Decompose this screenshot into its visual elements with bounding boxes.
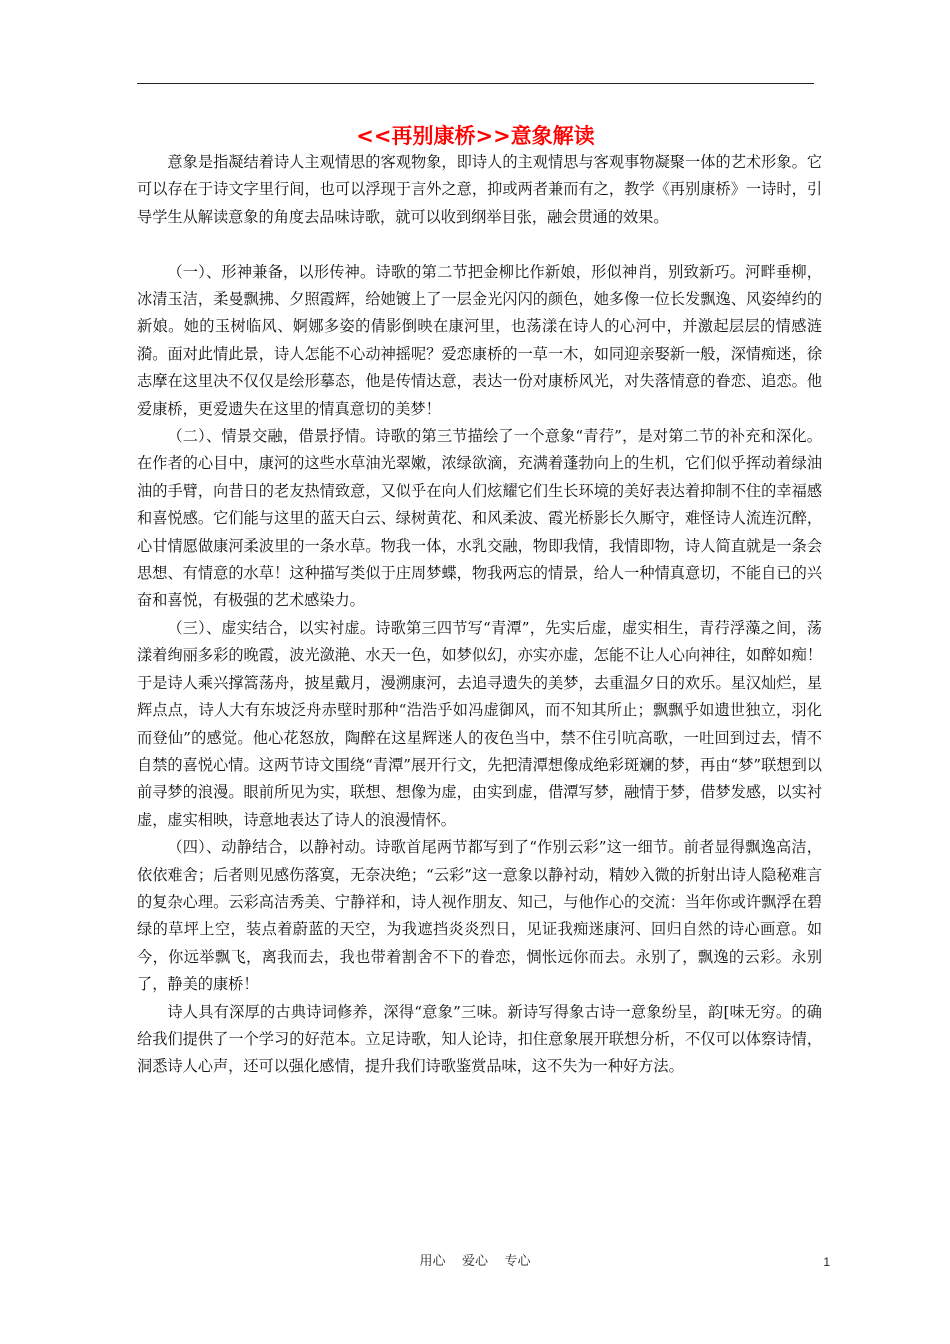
paragraph-intro: 意象是指凝结着诗人主观情思的客观物象，即诗人的主观情思与客观事物凝聚一体的艺术形象。它可以存在于诗文字里行间，也可以浮现于言外之意，抑或两者兼而有之，教学《再别康桥》一诗时，引导学生从解读意象的角度去品味诗歌，就可以收到纲举目张，融会贯通的效果。 bbox=[137, 153, 822, 226]
footer-slogan: 用心 爱心 专心 bbox=[419, 1254, 531, 1269]
document-body bbox=[137, 149, 822, 1081]
paragraph-section-4: （四）、动静结合，以静衬动。诗歌首尾两节都写到了“作别云彩”这一细节。前者显得飘逸高洁，依依难舍；后者则见感伤落寞，无奈决绝；“云彩”这一意象以静衬动，精妙入微的折射出诗人隐秘难言的复杂心理。云彩高洁秀美、宁静祥和，诗人视作朋友、知己，与他作心的交流：当年你或许飘浮在碧绿的草坪上空，装点着蔚蓝的天空，为我遮挡炎炎烈日，见证我痴迷康河、回归自然的诗心画意。如今，你远举飘飞，离我而去，我也带着割舍不下的眷恋，惆怅远你而去。永别了，飘逸的云彩。永别了，静美的康桥！ bbox=[137, 838, 822, 994]
paragraph-section-3: （三）、虚实结合，以实衬虚。诗歌第三四节写“青潭”，先实后虚，虚实相生，青荇浮藻之间，荡漾着绚丽多彩的晚霞，波光潋滟、水天一色，如梦似幻，亦实亦虚，怎能不让人心向神往，如醉如痴！于是诗人乘兴撑篙荡舟，披星戴月，漫溯康河，去追寻遗失的美梦，去重温夕日的欢乐。星汉灿烂，星辉点点，诗人大有东坡泛舟赤壁时那种“浩浩乎如冯虚御风，而不知其所止；飘飘乎如遗世独立，羽化而登仙”的感觉。他心花怒放，陶醉在这星辉迷人的夜色当中，禁不住引吭高歌，一吐回到过去，情不自禁的喜悦心情。这两节诗文围绕“青潭”展开行文，先把清潭想像成绝彩斑斓的梦，再由“梦”联想到以前寻梦的浪漫。眼前所见为实，联想、想像为虚，由实到虚，借潭写梦，融情于梦，借梦发感，以实衬虚，虚实相映，诗意地表达了诗人的浪漫情怀。 bbox=[137, 618, 822, 829]
page-number: 1 bbox=[823, 1255, 830, 1269]
header-rule bbox=[137, 83, 814, 84]
paragraph-section-2: （二）、情景交融，借景抒情。诗歌的第三节描绘了一个意象“青荇”，是对第二节的补充和深化。在作者的心目中，康河的这些水草油光翠嫩，浓绿欲滴，充满着蓬勃向上的生机，它们似乎挥动着绿油油的手臂，向昔日的老友热情致意，又似乎在向人们炫耀它们生长环境的美好表达着抑制不住的幸福感和喜悦感。它们能与这里的蓝天白云、绿树黄花、和风柔波、霞光桥影长久厮守，难怪诗人流连沉醉，心甘情愿做康河柔波里的一条水草。物我一体，水乳交融，物即我情，我情即物，诗人简直就是一条会思想、有情意的水草！这种描写类似于庄周梦蝶，物我两忘的情景，给人一种情真意切，不能自已的兴奋和喜悦，有极强的艺术感染力。 bbox=[137, 427, 822, 610]
paragraph-conclusion: 诗人具有深厚的古典诗词修养，深得“意象”三味。新诗写得象古诗一意象纷呈，韵[味无穷。的确给我们提供了一个学习的好范本。立足诗歌，知人论诗，扣住意象展开联想分析，不仅可以体察诗情，洞悉诗人心声，还可以强化感情，提升我们诗歌鉴赏品味，这不失为一种好方法。 bbox=[137, 1002, 822, 1076]
document-title: <<再别康桥>>意象解读 bbox=[356, 124, 595, 148]
paragraph-section-1: （一）、形神兼备，以形传神。诗歌的第二节把金柳比作新娘，形似神肖，别致新巧。河畔垂柳，冰清玉洁，柔曼飘拂、夕照霞辉，给她镀上了一层金光闪闪的颜色，她多像一位长发飘逸、风姿绰约的新娘。她的玉树临风、婀娜多姿的倩影倒映在康河里，也荡漾在诗人的心河中，并激起层层的情感涟漪。面对此情此景，诗人怎能不心动神摇呢？爱恋康桥的一草一木，如同迎亲娶新一般，深情痴迷，徐志摩在这里决不仅仅是绘形摹态，他是传情达意，表达一份对康桥风光，对失落情意的眷恋、追恋。他爱康桥，更爱遗失在这里的情真意切的美梦！ bbox=[137, 262, 822, 418]
